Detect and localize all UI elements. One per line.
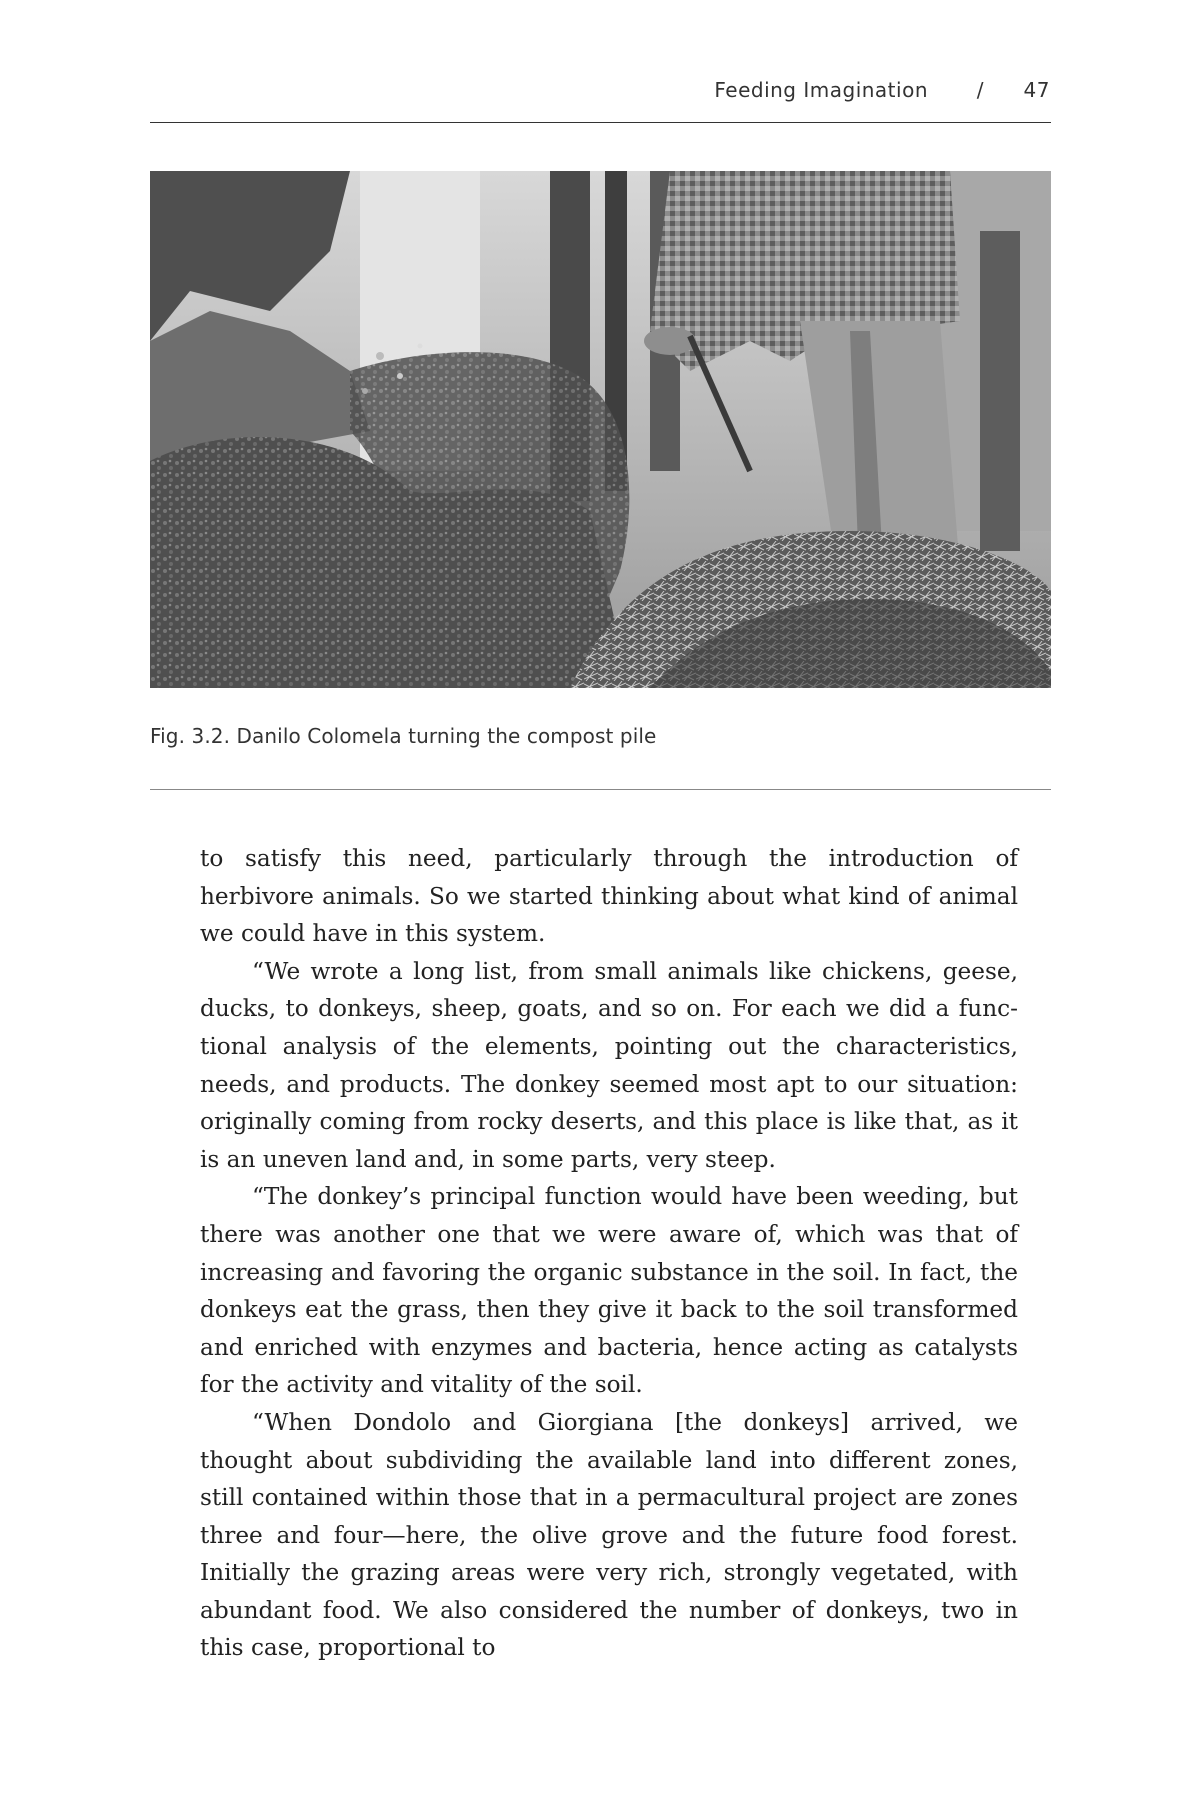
paragraph: to satisfy this need, particularly through the introduction of herbivore animals. So we started thinking about what kind of animal we could have in this system. xyxy=(200,845,1018,948)
body-text xyxy=(200,840,1018,1667)
running-header-title: Feeding Imagination xyxy=(714,78,928,102)
figure-caption: Fig. 3.2. Danilo Colomela turning the compost pile xyxy=(150,724,657,748)
paragraph: “When Dondolo and Giorgiana [the donkeys] arrived, we thought about subdividing the available land into different zones, still contained within those that in a permacultural project are zones three and four—here, the olive grove and the future food forest. Initially the grazing areas were very rich, strongly vegetated, with abundant food. We also considered the number of donkeys, two in this case, proportional to xyxy=(200,1408,1018,1662)
header-rule xyxy=(150,122,1051,123)
compost-photo xyxy=(150,171,1051,688)
running-header-separator: / xyxy=(976,78,984,102)
paragraph: “The donkey’s principal function would have been weeding, but there was another one that we were aware of, which was that of increasing and favoring the organic substance in the soil. In fact, the donkeys eat the grass, then they give it back to the soil transformed and enriched with enzymes and bacteria, hence acting as catalysts for the activity and vitality of the soil. xyxy=(200,1183,1018,1399)
running-header xyxy=(150,78,1050,108)
paragraph: “We wrote a long list, from small animals like chickens, geese, ducks, to donkeys, sheep, goats, and so on. For each we did a functional analysis of the elements, pointing out the characteristics, needs, and products. The donkey seemed most apt to our situation: originally coming from rocky deserts, and this place is like that, as it is an uneven land and, in some parts, very steep. xyxy=(200,957,1018,1173)
page-number: 47 xyxy=(1023,78,1050,102)
caption-rule xyxy=(150,789,1051,790)
